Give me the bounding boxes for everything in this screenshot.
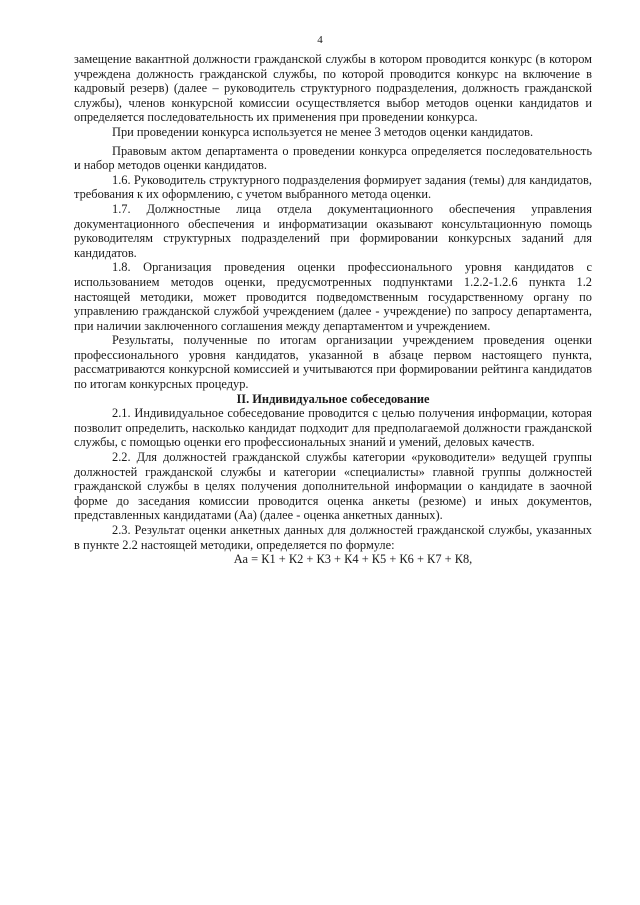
section-heading: II. Индивидуальное собеседование xyxy=(236,391,430,406)
paragraph: 1.7. Должностные лица отдела документационного обеспечения управления документационного обеспечения и информатизации оказывают консультационную помощь руководителям структурных подразделений при формировании конкурсных заданий для кандидатов. xyxy=(74,201,592,260)
document-body xyxy=(74,52,592,567)
paragraph: 2.3. Результат оценки анкетных данных для должностей гражданской службы, указанных в пункте 2.2 настоящей методики, определяется по формуле: xyxy=(74,523,592,552)
paragraph: 2.1. Индивидуальное собеседование проводится с целью получения информации, которая позволит определить, насколько кандидат подходит для предполагаемой должности гражданской службы, с помощью оценки его профессиональных знаний и умений, деловых качеств. xyxy=(74,406,592,450)
paragraph: Результаты, полученные по итогам организации учреждением проведения оценки профессионального уровня кандидатов, указанной в абзаце первом настоящего пункта, рассматриваются конкурсной комиссией и учитываются при формировании рейтинга кандидатов по итогам конкурсных процедур. xyxy=(74,333,592,392)
paragraph: 1.8. Организация проведения оценки профессионального уровня кандидатов с использованием методов оценки, предусмотренных подпунктами 1.2.2-1.2.6 пункта 1.2 настоящей методики, может проводится подведомственным государственному органу по управлению гражданской службой учреждением (далее - учреждение) по запросу департамента, при наличии заключенного соглашения между департаментом и учреждением. xyxy=(74,260,592,333)
paragraph: При проведении конкурса используется не менее 3 методов оценки кандидатов. xyxy=(112,124,534,139)
page-number: 4 xyxy=(317,34,323,46)
paragraph: Правовым актом департамента о проведении конкурса определяется последовательность и набор методов оценки кандидатов. xyxy=(74,143,592,173)
paragraph: 2.2. Для должностей гражданской службы категории «руководители» ведущей группы должностей гражданской службы и категории «специалисты» главной группы должностей гражданской службы в целях получения дополнительной информации о кандидате в заочной форме до заседания комиссии проводится оценка анкеты (резюме) и иных документов, представленных кандидатами (Аа) (далее - оценка анкетных данных). xyxy=(74,450,592,523)
formula: Аа = К1 + К2 + К3 + К4 + К5 + К6 + К7 + К8, xyxy=(233,552,473,567)
paragraph: 1.6. Руководитель структурного подразделения формирует задания (темы) для кандидатов, требования к их оформлению, с учетом выбранного метода оценки. xyxy=(74,172,592,202)
paragraph: замещение вакантной должности гражданской службы в котором проводится конкурс (в котором учреждена должность гражданской службы, по которой проводится конкурс на включение в кадровый резерв) (далее – руководитель структурного подразделения, должность гражданской службы), членов конкурсной комиссии осуществляется выбор методов оценки кандидатов и определяется последовательность их применения при проведении конкурса. xyxy=(74,52,592,125)
